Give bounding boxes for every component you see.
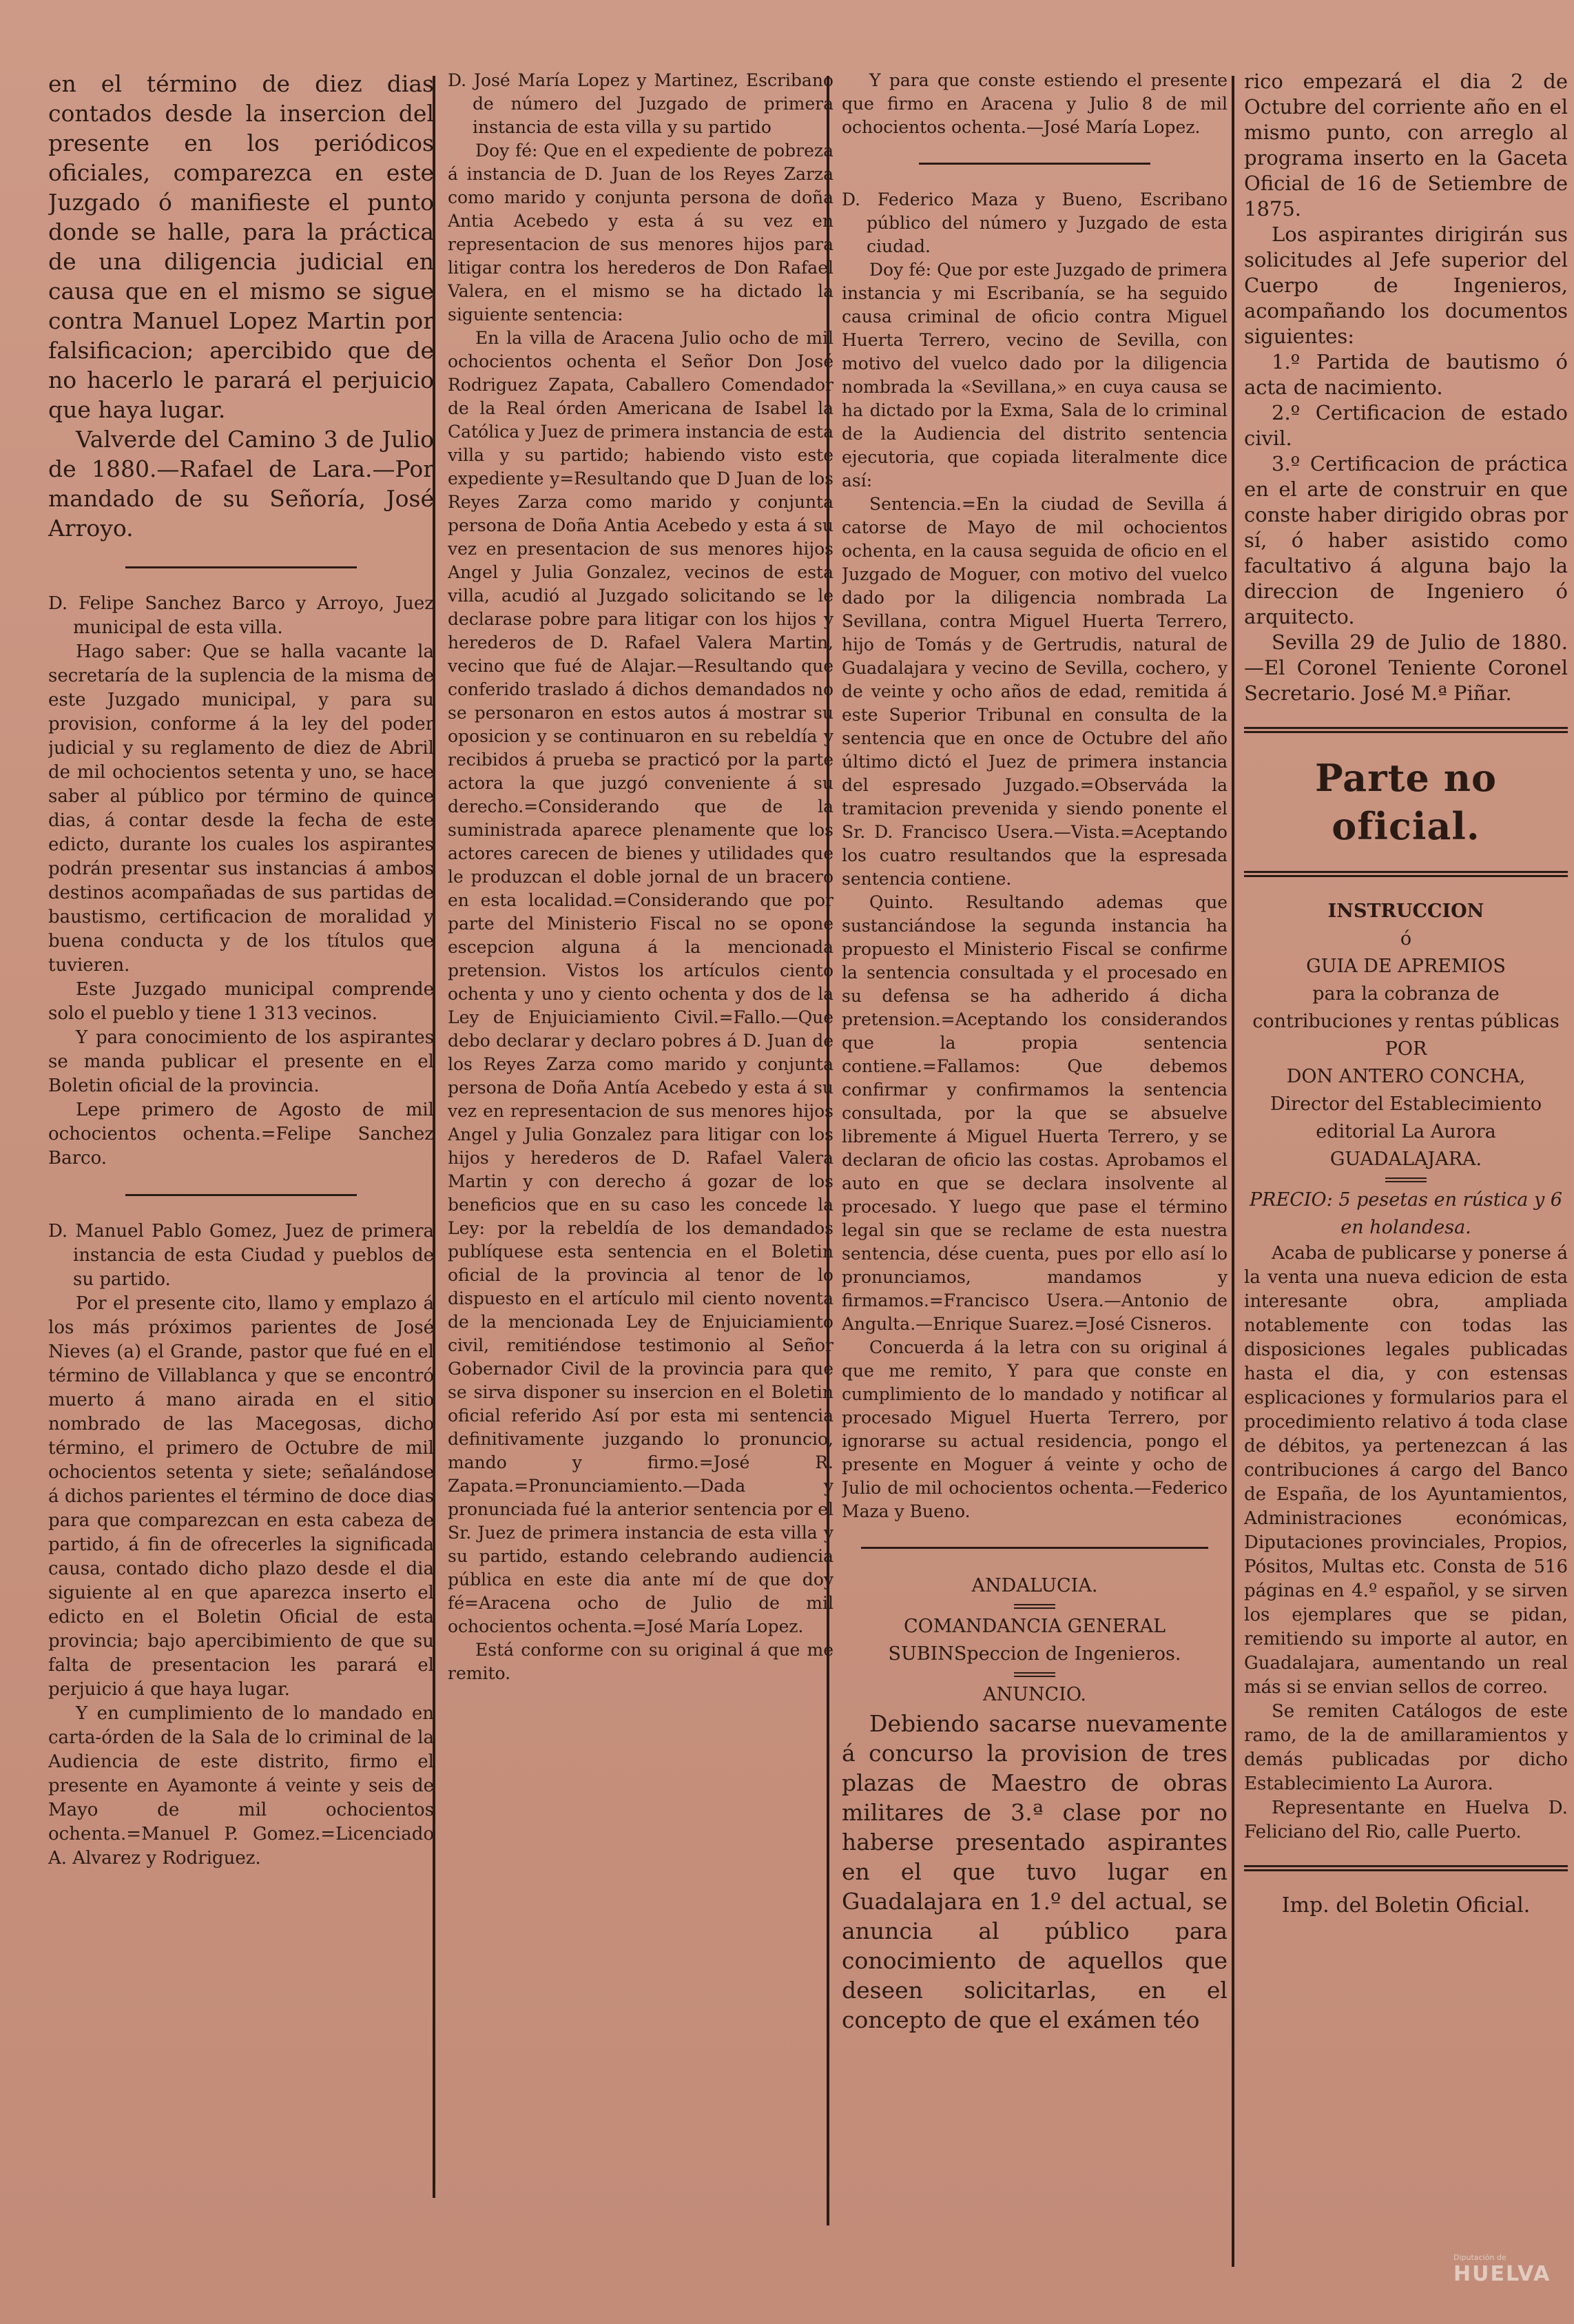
ornament-rule [1014,1604,1055,1609]
ornament-rule [1014,1672,1055,1677]
advert-text: Representante en Huelva D. Feliciano del Rio, calle Puerto. [1244,1798,1568,1842]
notice-heading: D. Manuel Pablo Gomez, Juez de primera instancia de esta Ciudad y pueblos de su partido. [48,1221,434,1290]
separator [861,1547,1208,1549]
column-rule [1232,76,1234,2267]
book-title-conj: ó [1400,928,1412,949]
list-item: 3.º Certificacion de práctica en el arte de construir en que conste haber dirigido obras por sí, ó haber asistido como facultativo á alguna bajo la direccion de Ingeniero ó arquitecto. [1244,452,1568,628]
watermark-line: Diputación de [1453,2253,1506,2262]
book-city: GUADALAJARA. [1329,1149,1482,1170]
column-4 [1244,69,1568,1920]
list-item: 2.º Certificacion de estado civil. [1244,401,1568,450]
book-price: PRECIO: 5 pesetas en rústica y 6 en holandesa. [1250,1189,1562,1238]
list-item: 1.º Partida de bautismo ó acta de nacimiento. [1244,350,1568,399]
notice-text: En la villa de Aracena Julio ocho de mil ochocientos ochenta el Señor Don José Rodriguez Zapata, Caballero Comendador de la Real órden Americana de Isabel la Católica y Juez de primera instancia de esta villa y su partido; habiendo visto este expediente y=Resultando que D Juan de los Reyes Zarza como marido y conjunta persona de Doña Antia Acebedo y esta á su vez en presentacion de sus menores hijos Angel y Julia Gonzalez, vecinos de esta villa, acudió al Juzgado solicitando se le declarase pobre para litigar con los hijos y herederos de D. Rafael Valera Martin, vecino que fué de Alajar.—Resultando que conferido traslado á dichos demandados no se personaron en estos autos á mostrar su oposicion y se continuaron en su rebeldía y recibidos á prueba se practicó por la parte actora la que juzgó conveniente á su derecho.=Considerando que de la suministrada aparece plenamente que los actores carecen de bienes y utilidades que le produzcan el doble jornal de un bracero en esta localidad.=Considerando que por parte del Ministerio Fiscal no se opone escepcion alguna á la mencionada pretension. Vistos los artículos ciento ochenta y uno y ciento ochenta y dos de la Ley de Enjuiciamiento Civil.=Fallo.—Que debo declarar y declaro pobres á D. Juan de los Reyes Zarza como marido y conjunta persona de Doña Antía Acebedo y esta á su vez en representacion de sus menores hijos Angel y Julia Gonzalez para litigar con los hijos y herederos de D. Rafael Valera Martin y con derecho á gozar de los beneficios que en su caso les concede la Ley: por la rebeldía de los demandados publíquese esta sentencia en el Boletin oficial de la provincia al tenor de lo dispuesto en el artículo mil ciento noventa de la mencionada Ley de Enjuiciamiento civil, remitiéndose testimonio al Señor Gobernador Civil de la provincia para que se sirva disponer su insercion en el Boletin oficial referido Así por esta mi sentencia definitivamente juzgando lo pronuncio, mando y firmo.=José R. Zapata.=Pronunciamiento.—Dada y pronunciada fué la anterior sentencia por el Sr. Juez de primera instancia de esta villa y su partido, estando celebrando audiencia pública en este dia ante mí de que doy fé=Aracena ocho de Julio de mil ochocientos ochenta.=José María Lopez. [448,328,833,1636]
notice-heading: D. Felipe Sanchez Barco y Arroyo, Juez municipal de esta villa. [48,593,434,638]
section-heading: ANDALUCIA. [971,1575,1098,1596]
double-rule [1244,871,1568,877]
notice-text: Y para conocimiento de los aspirantes se manda publicar el presente en el Boletin oficial de la provincia. [48,1027,434,1096]
advert-text: Acaba de publicarse y ponerse á la venta una nueva edicion de esta interesante obra, ampliada notablemente con todas las disposiciones legales publicadas hasta el dia, y con estensas esplicaciones y formularios para el procedimiento relativo á toda clase de débitos, ya pertenezcan á las contribuciones á cargo del Banco de España, de los Ayuntamientos, Administraciones económicas, Diputaciones provinciales, Propios, Pósitos, Multas etc. Consta de 516 páginas en 4.º español, y se sirven los ejemplares que se pidan, remitiendo su importe al autor, en Guadalajara, aumentando un real más si se envian sellos de correo. [1244,1243,1568,1698]
section-title: Parte no oficial. [1315,756,1497,848]
double-rule [1244,1865,1568,1871]
printer-imprint: Imp. del Boletin Oficial. [1281,1893,1531,1917]
double-rule [1244,727,1568,733]
section-subheading: COMANDANCIA GENERAL SUBINSpeccion de Ingenieros. [888,1616,1181,1665]
book-title: GUIA DE APREMIOS [1306,956,1506,977]
notice-signature: Lepe primero de Agosto de mil ochocientos ochenta.=Felipe Sanchez Barco. [48,1100,434,1169]
notice-text: Está conforme con su original á que me remito. [448,1640,833,1683]
archive-watermark [1453,2253,1571,2308]
watermark-line: HUELVA [1453,2262,1551,2286]
notice-text: Concuerda á la letra con su original á que me remito, Y para que conste en cumplimiento de lo mandado y notificar al procesado Miguel Huerta Terrero, por ignorarse su actual residencia, pongo el presente en Moguer á veinte y ocho de Julio de mil ochocientos ochenta.—Federico Maza y Bueno. [842,1337,1228,1521]
notice-heading: D. Federico Maza y Bueno, Escribano público del número y Juzgado de esta ciudad. [842,189,1228,256]
notice-text: Quinto. Resultando ademas que sustanciándose la segunda instancia ha propuesto el Ministerio Fiscal se confirme la sentencia consultada y el procesado en su defensa se ha adherido á dicha pretension.=Aceptando los considerandos que la propia sentencia contiene.=Fallamos: Que debemos confirmar y confirmamos la sentencia consultada, por la que se absuelve libremente á Miguel Huerta Terrero, y se declaran de oficio las costas. Aprobamos el auto en que se declara insolvente al procesado. Y luego que pase el término legal sin que se reclame de esta nuestra sentencia, dése cuenta, pues por ello así lo pronunciamos, mandamos y firmamos.=Francisco Usera.—Antonio de Angulta.—Enrique Suarez.=José Cisneros. [842,892,1228,1334]
notice-text: rico empezará el dia 2 de Octubre del corriente año en el mismo punto, con arreglo al programa inserto en la Gaceta Oficial de 16 de Setiembre de 1875. [1244,70,1568,220]
notice-signature: Valverde del Camino 3 de Julio de 1880.—Rafael de Lara.—Por mandado de su Señoría, José Arroyo. [48,426,434,542]
notice-text: Este Juzgado municipal comprende solo el pueblo y tiene 1 313 vecinos. [48,979,434,1024]
announcement-heading: ANUNCIO. [983,1684,1086,1705]
book-subtitle: para la cobranza de contribuciones y rentas públicas [1252,983,1560,1032]
separator [125,566,357,568]
notice-text: en el término de diez dias contados desde la insercion del presente en los periódicos oficiales, comparezca en este Juzgado ó manifieste el punto donde se halle, para la práctica de una diligencia judicial en causa que en el mismo se sigue contra Manuel Lopez Martin por falsificacion; apercibido que de no hacerlo le parará el perjuicio que haya lugar. [48,70,434,423]
book-publisher: Director del Establecimiento editorial La Aurora [1270,1093,1542,1142]
column-3 [842,69,1228,2035]
notice-text: Doy fé: Que por este Juzgado de primera instancia y mi Escribanía, se ha seguido causa criminal de oficio contra Miguel Huerta Terrero, vecino de Sevilla, con motivo del vuelco dado por la diligencia nombrada la «Sevillana,» en cuya causa se ha dictado por la Exma, Sala de lo criminal de la Audiencia del distrito sentencia ejecutoria, que copiada literalmente dice así: [842,260,1228,491]
notice-heading: D. José María Lopez y Martinez, Escribano de número del Juzgado de primera instancia de esta villa y su partido [448,70,833,137]
notice-text: Debiendo sacarse nuevamente á concurso la provision de tres plazas de Maestro de obras militares de 3.ª clase por no haberse presentado aspirantes en el que tuvo lugar en Guadalajara en 1.º del actual, se anuncia al público para conocimiento de aquellos que deseen solicitarlas, en el concepto de que el exámen téo [842,1710,1228,2033]
book-author: DON ANTERO CONCHA, [1286,1066,1526,1087]
notice-text: Los aspirantes dirigirán sus solicitudes al Jefe superior del Cuerpo de Ingenieros, acompañando los documentos siguientes: [1244,223,1568,348]
column-2 [448,69,833,1685]
notice-signature: Y para que conste estiendo el presente que firmo en Aracena y Julio 8 de mil ochocientos ochenta.—José María Lopez. [842,70,1228,137]
separator [919,163,1150,165]
notice-text: Doy fé: Que en el expediente de pobreza á instancia de D. Juan de los Reyes Zarza como marido y conjunta persona de doña Antia Acebedo y esta á su vez en representacion de sus menores hijos para litigar contra los herederos de Don Rafael Valera, en el mismo se ha dictado la siguiente sentencia: [448,141,833,325]
separator [125,1194,357,1196]
notice-signature: Sevilla 29 de Julio de 1880.—El Coronel Teniente Coronel Secretario. José M.ª Piñar. [1244,630,1568,705]
notice-text: Por el presente cito, llamo y emplazo á los más próximos parientes de José Nieves (a) el Grande, pastor que fué en el término de Villablanca y que se encontró muerto á mano airada en el sitio nombrado de las Macegosas, dicho término, el primero de Octubre de mil ochocientos setenta y siete; señalándose á dichos parientes el término de doce dias para que comparezcan en esta cabeza de partido, á fin de ofrecerles la significada causa, contado dicho plazo desde el dia siguiente al en que aparezca inserto el edicto en el Boletin Oficial de esta provincia; bajo apercibimiento de que su falta de presentacion les parará el perjuicio á que haya lugar. [48,1293,434,1700]
ornament-rule [1385,1178,1427,1182]
advert-text: Se remiten Catálogos de este ramo, de la de amillaramientos y demás publicadas por dicho Establecimiento La Aurora. [1244,1701,1568,1794]
notice-text: Sentencia.=En la ciudad de Sevilla á catorse de Mayo de mil ochocientos ochenta, en la causa seguida de oficio en el Juzgado de Moguer, con motivo del vuelco dado por la diligencia nombrada La Sevillana, contra Miguel Huerta Terrero, hijo de Tomás y de Gertrudis, natural de Guadalajara y vecino de Sevilla, cochero, y de veinte y ocho años de edad, remitida á este Superior Tribunal en consulta de la sentencia que en once de Octubre del año último dictó el Juez de primera instancia del espresado Juzgado.=Observáda la tramitacion prevenida y siendo ponente el Sr. D. Francisco Usera.—Vista.=Aceptando los cuatro resultandos que la espresada sentencia contiene. [842,494,1228,889]
book-by: POR [1385,1038,1427,1060]
notice-text: Y en cumplimiento de lo mandado en carta-órden de la Sala de lo criminal de la Audiencia de este distrito, firmo el presente en Ayamonte á veinte y seis de Mayo de mil ochocientos ochenta.=Manuel P. Gomez.=Licenciado A. Alvarez y Rodriguez. [48,1703,434,1869]
book-title: INSTRUCCION [1327,901,1484,922]
column-1 [48,69,434,1871]
notice-text: Hago saber: Que se halla vacante la secretaría de la suplencia de la misma de este Juzgado municipal, y para su provision, conforme á la ley del poder judicial y su reglamento de diez de Abril de mil ochocientos setenta y uno, se hace saber al público por término de quince dias, á contar desde la fecha de este edicto, durante los cuales los aspirantes podrán presentar sus instancias á ambos destinos acompañadas de sus partidas de baustismo, certificacion de moralidad y buena conducta y de los títulos que tuvieren. [48,641,434,976]
